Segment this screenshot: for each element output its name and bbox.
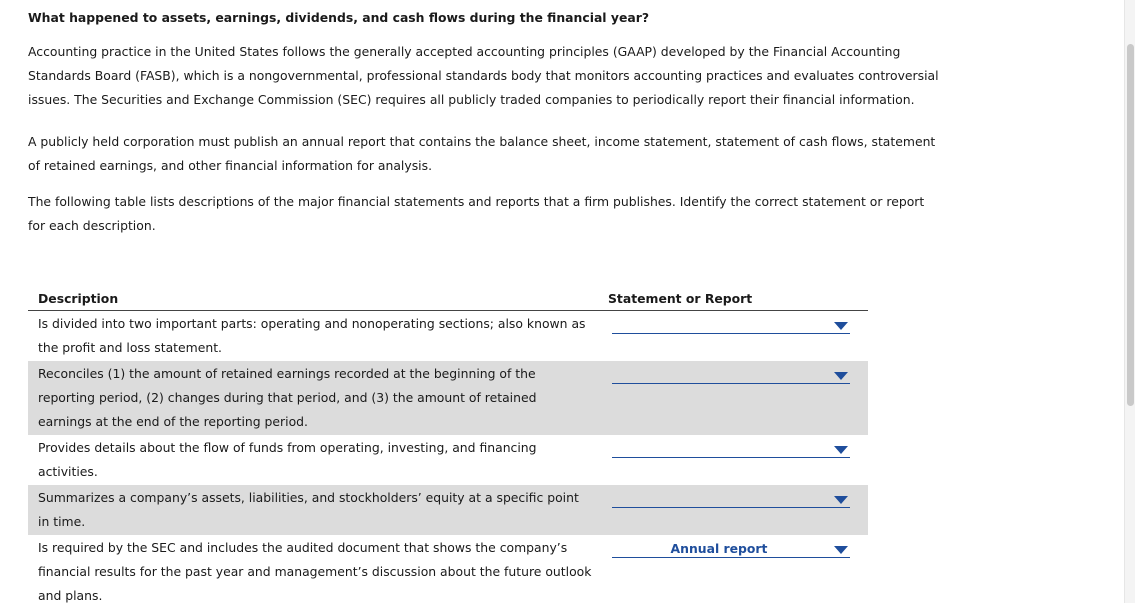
row-description: Is divided into two important parts: operating and nonoperating sections; also known as the profit and loss statement. — [38, 316, 586, 355]
caret-down-icon[interactable] — [834, 372, 848, 380]
statement-dropdown[interactable] — [612, 489, 850, 508]
table-header — [28, 287, 868, 311]
table-row — [28, 435, 868, 485]
instructions-paragraph: The following table lists descriptions of the major financial statements and reports that a firm publishes. Identify the correct statement or report for each description. — [28, 194, 925, 233]
table-row — [28, 485, 868, 535]
dropdown-selected-value: Annual report — [670, 541, 768, 556]
page-scrollbar-track[interactable] — [1124, 0, 1135, 603]
caret-down-icon[interactable] — [834, 546, 848, 554]
statement-dropdown[interactable] — [612, 315, 850, 334]
row-description: Summarizes a company’s assets, liabilities, and stockholders’ equity at a specific point in time. — [38, 490, 579, 529]
question-heading: What happened to assets, earnings, dividends, and cash flows during the financial year? — [28, 10, 650, 25]
row-description: Is required by the SEC and includes the audited document that shows the company’s financial results for the past year and management’s discussion about the future outlook and plans. — [38, 540, 592, 603]
caret-down-icon[interactable] — [834, 446, 848, 454]
page-scrollbar-thumb[interactable] — [1127, 44, 1134, 406]
table-row — [28, 535, 868, 603]
column-header-description: Description — [38, 291, 119, 306]
column-header-statement: Statement or Report — [608, 291, 753, 306]
statement-dropdown[interactable] — [612, 439, 850, 458]
statement-dropdown[interactable] — [612, 365, 850, 384]
statement-dropdown[interactable] — [612, 539, 850, 558]
table-row — [28, 361, 868, 435]
statements-table — [28, 287, 868, 603]
intro-paragraph-gaap: Accounting practice in the United States follows the generally accepted accounting principles (GAAP) developed by the Financial Accounting Standards Board (FASB), which is a nongovernmental, professional standards body that monitors accounting practices and evaluates controversial issues. The Securities and Exchange Commission (SEC) requires all publicly traded companies to periodically report their financial information. — [28, 44, 939, 107]
row-description: Provides details about the flow of funds from operating, investing, and financing activities. — [38, 440, 537, 479]
row-description: Reconciles (1) the amount of retained earnings recorded at the beginning of the reporting period, (2) changes during that period, and (3) the amount of retained earnings at the end of the reporting period. — [38, 366, 537, 429]
caret-down-icon[interactable] — [834, 496, 848, 504]
caret-down-icon[interactable] — [834, 322, 848, 330]
intro-paragraph-annual-report: A publicly held corporation must publish an annual report that contains the balance sheet, income statement, statement of cash flows, statement of retained earnings, and other financial information for analysis. — [28, 134, 936, 173]
table-row — [28, 311, 868, 361]
